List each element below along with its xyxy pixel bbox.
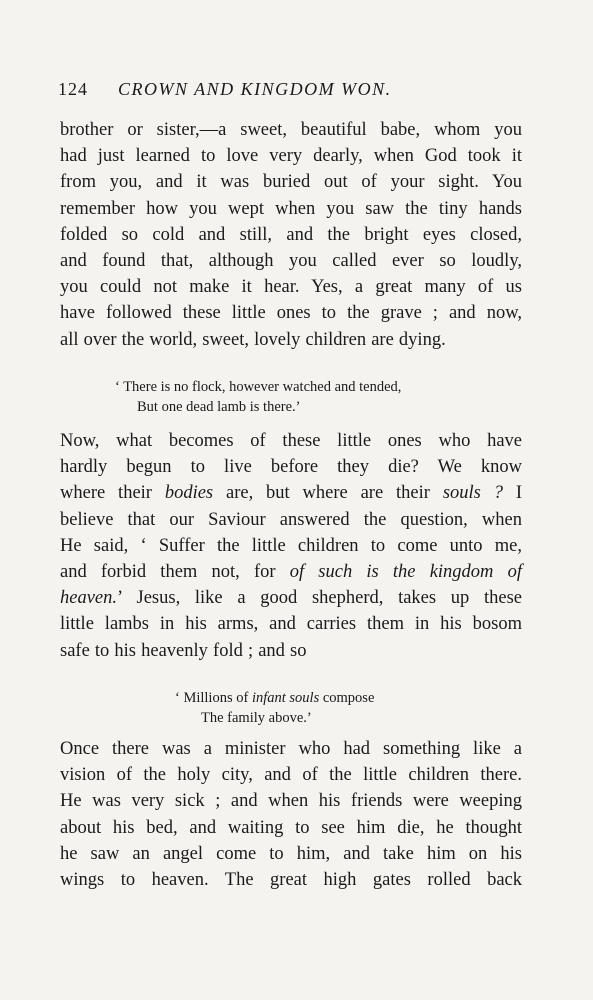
verse-line [175,688,374,708]
text-line: all over the world, sweet, lovely children are dying. [60,329,446,350]
text-run: where their [60,483,165,504]
page-header [58,76,528,102]
text-line: had just learned to love very dearly, when God took it [60,146,522,167]
italic-run: of such is the kingdom of [289,562,522,583]
text-line: he saw an angel come to him, and take him on his [60,843,522,864]
paragraph-3 [60,736,522,893]
verse-quote-1 [115,377,401,417]
text-line: from you, and it was buried out of your sight. You [60,172,522,193]
text-line: safe to his heavenly fold ; and so [60,640,307,661]
text-line [60,559,522,585]
text-line: wings to heaven. The great high gates rolled back [60,870,522,891]
text-line: hardly begun to live before they die? We know [60,457,522,478]
text-line: He said, ‘ Suffer the little children to come unto me, [60,535,522,556]
text-line: and found that, although you called ever so loudly, [60,251,522,272]
verse-quote-2 [175,688,374,728]
text-line: Once there was a minister who had something like a [60,739,522,759]
text-run: compose [319,690,375,706]
italic-run: heaven. [60,588,118,609]
paragraph-2 [60,428,522,664]
running-title: CROWN AND KINGDOM WON. [118,79,392,99]
text-line: little lambs in his arms, and carries them in his bosom [60,614,522,635]
verse-line: The family above.’ [201,710,312,726]
paragraph-1 [60,117,522,353]
text-line: vision of the holy city, and of the little children there. [60,765,522,786]
text-line: Now, what becomes of these little ones who have [60,431,522,451]
text-line: have followed these little ones to the grave ; and now, [60,303,522,324]
text-line [60,585,522,611]
text-line: folded so cold and still, and the bright eyes closed, [60,224,522,245]
text-run: ’ Jesus, like a good shepherd, takes up these [117,588,522,609]
text-run: and forbid them not, for [60,562,290,583]
verse-line: But one dead lamb is there.’ [137,399,301,415]
italic-run: souls ? [442,483,503,504]
text-line: brother or sister,—a sweet, beautiful babe, whom you [60,120,522,140]
text-line: you could not make it hear. Yes, a great many of us [60,277,522,298]
text-line [60,480,522,506]
italic-run: bodies [164,483,214,504]
text-line: He was very sick ; and when his friends were weeping [60,791,522,812]
text-run: I [502,483,522,504]
italic-run: infant souls [251,690,320,706]
verse-line: ‘ There is no flock, however watched and tended, [115,379,402,395]
page-number: 124 [58,79,88,99]
text-run: ‘ Millions of [175,690,252,706]
text-line: believe that our Saviour answered the question, when [60,509,522,530]
text-run: are, but where are their [213,483,443,504]
text-line: about his bed, and waiting to see him die, he thought [60,817,522,838]
text-line: remember how you wept when you saw the tiny hands [60,198,522,219]
